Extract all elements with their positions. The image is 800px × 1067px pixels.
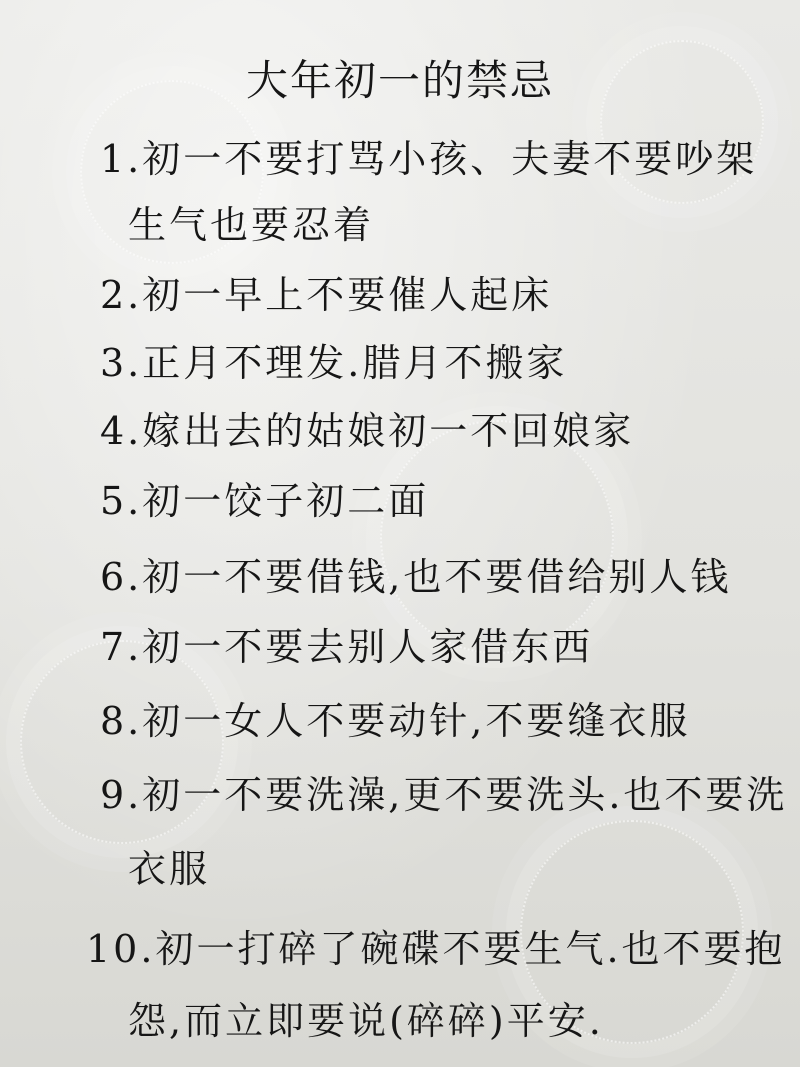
item-number: 2.: [100, 273, 143, 317]
item-text: 正月不理发.腊月不搬家: [142, 341, 568, 385]
list-item: [86, 918, 786, 973]
list-item: [100, 128, 757, 183]
item-text: 初一女人不要动针,不要缝衣服: [142, 699, 691, 743]
item-text: 初一不要借钱,也不要借给别人钱: [142, 555, 732, 599]
page-title: 大年初一的禁忌: [245, 56, 554, 105]
item-number: 3.: [100, 341, 143, 385]
item-number: 6.: [100, 555, 143, 599]
item-number: 5.: [100, 479, 143, 523]
list-item: [100, 764, 787, 819]
item-text: 初一打碎了碗碟不要生气.也不要抱: [155, 927, 786, 971]
item-number: 4.: [100, 409, 143, 453]
item-text: 嫁出去的姑娘初一不回娘家: [142, 409, 635, 453]
item-continuation: 衣服: [128, 847, 211, 891]
item-continuation: 怨,而立即要说(碎碎)平安.: [128, 999, 604, 1043]
item-number: 8.: [100, 699, 143, 743]
item-number: 10.: [86, 927, 156, 971]
list-item: [100, 616, 593, 671]
item-number: 1.: [100, 137, 143, 181]
item-text: 初一不要去别人家借东西: [142, 625, 594, 669]
list-item: [100, 332, 567, 387]
item-text: 初一饺子初二面: [142, 479, 430, 523]
list-item: [100, 264, 552, 319]
list-item: [100, 690, 690, 745]
item-text: 初一早上不要催人起床: [142, 273, 553, 317]
item-continuation: 生气也要忍着: [128, 203, 375, 247]
item-number: 7.: [100, 625, 143, 669]
list-item: [100, 400, 634, 455]
item-text: 初一不要打骂小孩、夫妻不要吵架: [142, 137, 758, 181]
list-item: [100, 470, 429, 525]
item-number: 9.: [100, 773, 143, 817]
list-item: [100, 546, 731, 601]
item-text: 初一不要洗澡,更不要洗头.也不要洗: [142, 773, 788, 817]
